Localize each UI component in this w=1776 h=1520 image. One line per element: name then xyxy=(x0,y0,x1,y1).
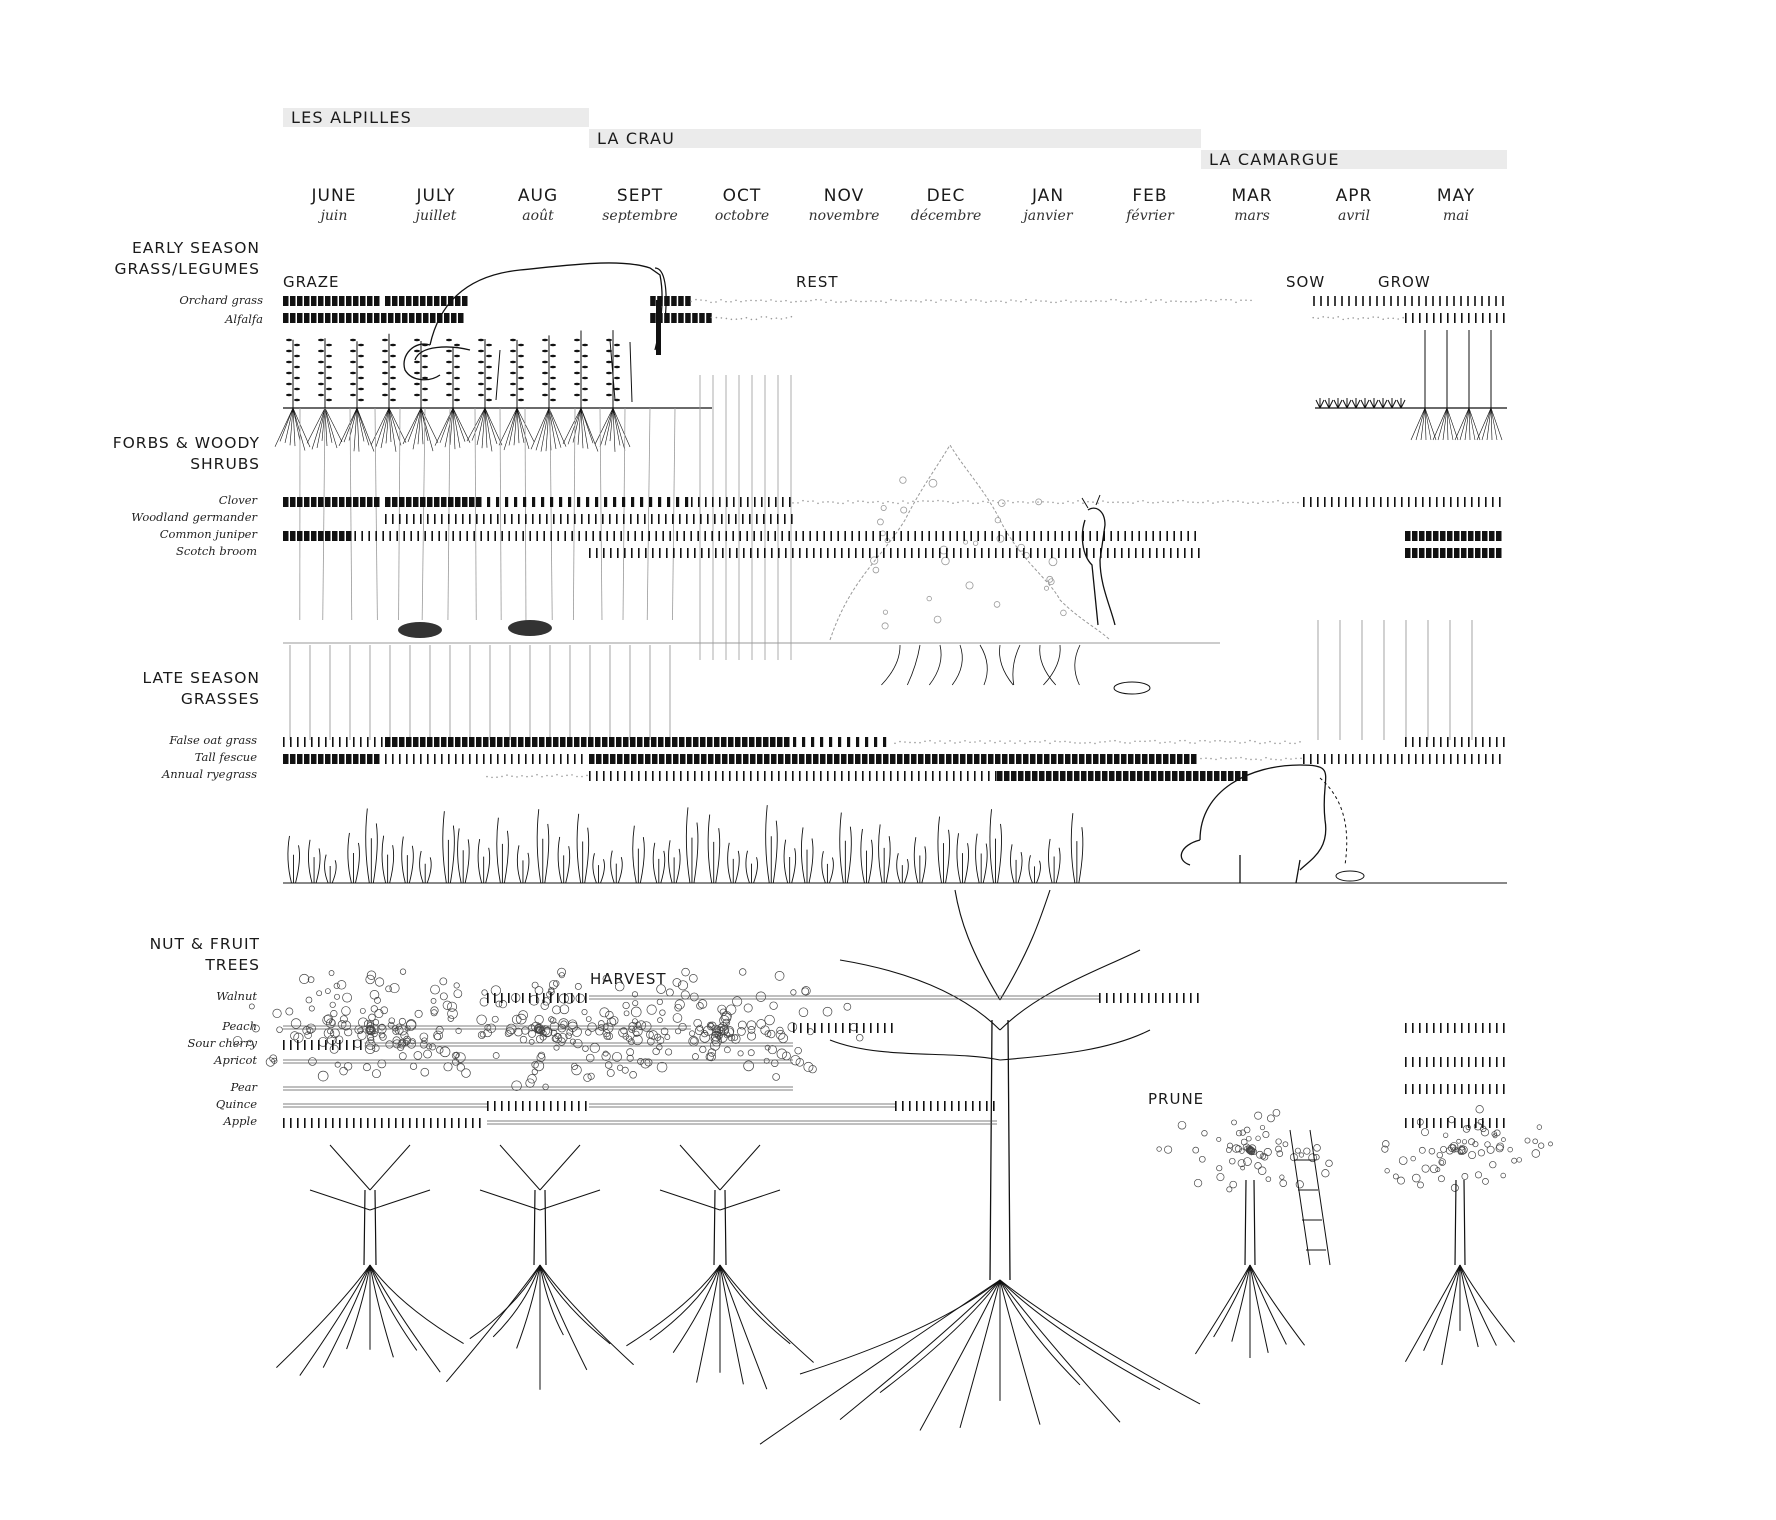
timeline-bar-sour-cherry xyxy=(283,1040,793,1050)
month-fr: juillet xyxy=(415,208,457,224)
month-fr: janvier xyxy=(1023,208,1073,224)
timeline-bar-alfalfa xyxy=(283,313,1505,323)
stage-label-rest: REST xyxy=(796,273,839,291)
species-label: Apple xyxy=(223,1114,257,1128)
stage-label-grow: GROW xyxy=(1378,273,1431,291)
shrub-illustration xyxy=(830,445,1150,694)
month-en: NOV xyxy=(823,186,865,206)
species-label: Apricot xyxy=(214,1053,257,1067)
stage-label-harvest: HARVEST xyxy=(590,970,667,988)
section-title-line: GRASSES xyxy=(180,690,260,708)
timeline-bar-apricot xyxy=(283,1057,1505,1067)
timeline-bar-pear xyxy=(283,1084,1505,1094)
month-fr: mars xyxy=(1234,208,1270,224)
stage-label-prune: PRUNE xyxy=(1148,1090,1205,1108)
species-label: Peach xyxy=(222,1019,257,1033)
tree-illustrations xyxy=(233,890,1552,1444)
month-en: MAR xyxy=(1231,186,1273,206)
month-fr: octobre xyxy=(714,208,770,224)
month-fr: avril xyxy=(1338,208,1370,224)
stage-label-sow: SOW xyxy=(1286,273,1326,291)
month-fr: juin xyxy=(320,208,348,224)
month-en: SEPT xyxy=(616,186,664,206)
timeline-bar-walnut xyxy=(487,993,1199,1003)
timeline-bar-annual-ryegrass xyxy=(486,771,1247,781)
month-fr: novembre xyxy=(808,208,880,224)
month-en: JUNE xyxy=(311,186,357,206)
month-en: AUG xyxy=(517,186,559,206)
species-label: Common juniper xyxy=(159,527,257,541)
region-label-crau: LA CRAU xyxy=(597,129,676,148)
timeline-bar-orchard-grass xyxy=(283,296,1504,306)
region-label-alpilles: LES ALPILLES xyxy=(291,108,412,127)
month-en: APR xyxy=(1335,186,1373,206)
section-title-line: SHRUBS xyxy=(190,455,260,473)
timeline-bar-clover xyxy=(283,497,1501,507)
section-title-line: GRASS/LEGUMES xyxy=(114,260,260,278)
month-en: OCT xyxy=(722,186,762,206)
month-fr: août xyxy=(522,208,554,224)
timeline-bar-peach xyxy=(283,1023,1505,1033)
timeline-bar-quince xyxy=(283,1101,995,1111)
species-label: False oat grass xyxy=(169,733,257,747)
section-title-line: NUT & FRUIT xyxy=(149,935,260,953)
month-fr: mai xyxy=(1442,208,1470,224)
early-season-plants xyxy=(275,330,1502,660)
timeline-bar-common-juniper xyxy=(283,531,1502,541)
species-label: Annual ryegrass xyxy=(161,767,257,781)
cow-illustration xyxy=(404,263,666,402)
month-fr: février xyxy=(1126,208,1174,224)
timeline-bar-false-oat-grass xyxy=(283,737,1505,747)
stage-label-graze: GRAZE xyxy=(283,273,340,291)
species-label: Alfalfa xyxy=(225,312,263,326)
month-fr: septembre xyxy=(602,208,678,224)
late-season-grass xyxy=(288,620,1472,883)
month-en: JAN xyxy=(1031,186,1065,206)
species-label: Woodland germander xyxy=(131,510,257,524)
timeline-bar-tall-fescue xyxy=(283,754,1501,764)
region-label-camargue: LA CAMARGUE xyxy=(1209,150,1340,169)
month-en: FEB xyxy=(1132,186,1168,206)
species-label: Clover xyxy=(218,493,257,507)
timeline-bar-woodland-germander xyxy=(385,514,793,524)
month-fr: décembre xyxy=(910,208,982,224)
section-title-line: FORBS & WOODY xyxy=(112,434,260,452)
timeline-bar-apple xyxy=(283,1118,1505,1128)
sheep-illustration xyxy=(1181,765,1364,883)
species-label: Tall fescue xyxy=(194,750,257,764)
section-title-line: TREES xyxy=(205,956,260,974)
species-label: Pear xyxy=(230,1080,257,1094)
species-label: Walnut xyxy=(216,989,257,1003)
month-en: MAY xyxy=(1436,186,1476,206)
species-label: Orchard grass xyxy=(179,293,263,307)
section-title-line: EARLY SEASON xyxy=(131,239,260,257)
species-label: Scotch broom xyxy=(176,544,257,558)
species-label: Quince xyxy=(215,1097,257,1111)
species-label: Sour cherry xyxy=(187,1036,257,1050)
month-en: JULY xyxy=(416,186,456,206)
month-en: DEC xyxy=(926,186,966,206)
section-title-line: LATE SEASON xyxy=(142,669,260,687)
